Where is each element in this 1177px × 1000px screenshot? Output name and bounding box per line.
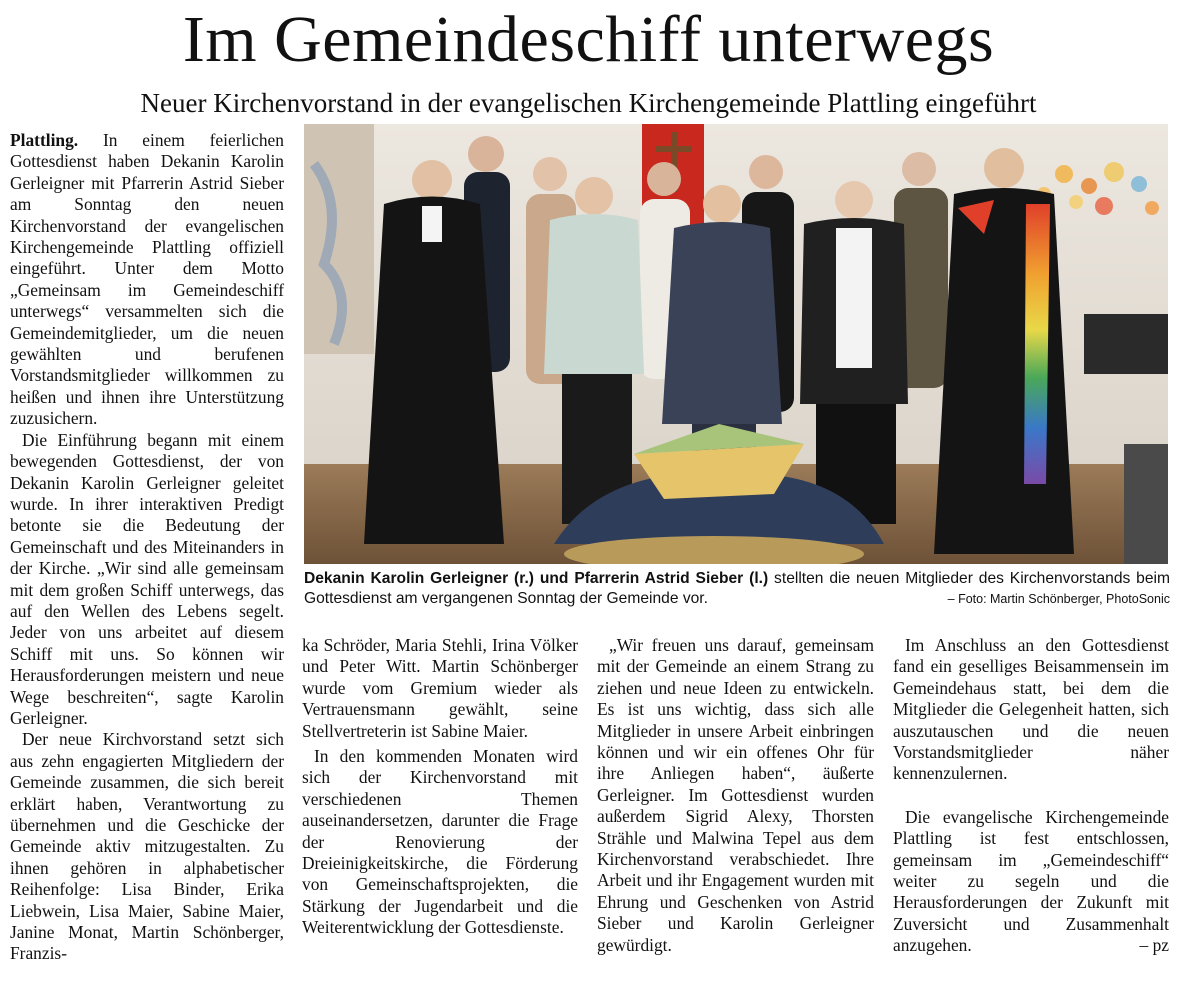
- paragraph: Die Einführung begann mit einem bewegenden Gottesdienst, der von Dekanin Karolin Gerleigner geleitet wurde. In ihrer interaktiven Predigt betonte sie die Bedeutung der Gemeinschaft und des Miteinanders in der Kirche. „Wir sind alle gemeinsam mit dem großen Schiff unterwegs, das auf den Wellen des Lebens segelt. Jeder von uns arbeitet auf diesem Schiff mit uns. So können wir Herausforderungen meistern und neue Wege beschreiten“, sagte Karolin Gerleigner.: [10, 429, 284, 728]
- paragraph-text: Die evangelische Kirchengemeinde Plattling ist fest entschlossen, gemeinsam im „Gemeindeschiff“ weiter zu segeln und die Herausforderungen der Zukunft mit Zuversicht und Zusammenhalt anzugehen.: [893, 806, 1169, 956]
- headline: Im Gemeindeschiff unterwegs: [182, 3, 995, 76]
- paragraph: In den kommenden Monaten wird sich der Kirchenvorstand mit verschiedenen Themen auseinandersetzen, darunter die Frage der Renovierung der Dreieinigkeitskirche, die Förderung von Gemeinschaftsprojekten, die Stärkung der Jugendarbeit und die Weiterentwicklung der Gottesdienste.: [302, 746, 578, 938]
- text-column-2: [302, 635, 578, 995]
- paragraph: ka Schröder, Maria Stehli, Irina Völker und Peter Witt. Martin Schönberger wurde vom Gremium wieder als Vertrauensmann gewählt, seine Stellvertreterin ist Sabine Maier.: [302, 635, 578, 741]
- author-initials: – pz: [1139, 935, 1169, 956]
- subheadline: Neuer Kirchenvorstand in der evangelischen Kirchengemeinde Plattling eingeführt: [140, 88, 1037, 118]
- dateline: Plattling.: [10, 130, 79, 150]
- group-photo: [304, 124, 1168, 564]
- photo-caption: [304, 569, 1170, 609]
- paragraph: „Wir freuen uns darauf, gemeinsam mit der Gemeinde an einem Strang zu ziehen und neue Ideen zu entwickeln. Es ist uns wichtig, dass sich alle Mitglieder in unsere Arbeit einbringen können und wir ein offenes Ohr für ihre Anliegen haben“, äußerte Gerleigner. Im Gottesdienst wurden außerdem Sigrid Alexy, Thorsten Strähle und Malwina Tepel aus dem Kirchenvorstand verabschiedet. Ihre Arbeit und ihr Engagement wurden mit Ehrung und Geschenken von Astrid Sieber und Karolin Gerleigner gewürdigt.: [597, 635, 874, 955]
- paragraph: Der neue Kirchvorstand setzt sich aus zehn engagierten Mitgliedern der Gemeinde zusammen, die sich bereit erklärt haben, Verantwortung zu übernehmen und die Geschicke der Gemeinde aktiv mitzugestalten. Zu ihnen gehören in alphabetischer Reihenfolge: Lisa Binder, Erika Liebwein, Lisa Maier, Sabine Maier, Janine Monat, Martin Schönberger, Franzis-: [10, 729, 284, 964]
- caption-text: stellten die neuen Mitglieder des Kirchenvorstands beim Gottesdienst am vergangenen Sonntag der Gemeinde vor.: [304, 570, 1170, 607]
- group-photo-illustration: [304, 124, 1168, 564]
- text-column-4: [893, 635, 1169, 995]
- paragraph-text: In einem feierlichen Gottesdienst haben Dekanin Karolin Gerleigner mit Pfarrerin Astrid Sieber am Sonntag den neuen Kirchenvorstand der evangelischen Kirchengemeinde Plattling offiziell eingeführt. Unter dem Motto „Gemeinsam im Gemeindeschiff unterwegs“ versammelten sich die Gemeindemitglieder, um die neuen gewählten und berufenen Vorstandsmitglieder willkommen zu heißen und ihnen ihre Unterstützung zuzusichern.: [10, 130, 284, 429]
- paragraph: [10, 130, 284, 430]
- paragraph: Im Anschluss an den Gottesdienst fand ein geselliges Beisammensein im Gemeindehaus statt, bei dem die Mitglieder die Gelegenheit hatten, sich auszutauschen und die neuen Vorstandsmitglieder näher kennenzulernen.: [893, 635, 1169, 784]
- photo-credit: – Foto: Martin Schönberger, PhotoSonic: [947, 592, 1170, 606]
- text-column-3: [597, 635, 874, 995]
- paragraph: [893, 807, 1169, 957]
- caption-lead: Dekanin Karolin Gerleigner (r.) und Pfarrerin Astrid Sieber (l.): [304, 570, 769, 587]
- text-column-1: [10, 130, 284, 998]
